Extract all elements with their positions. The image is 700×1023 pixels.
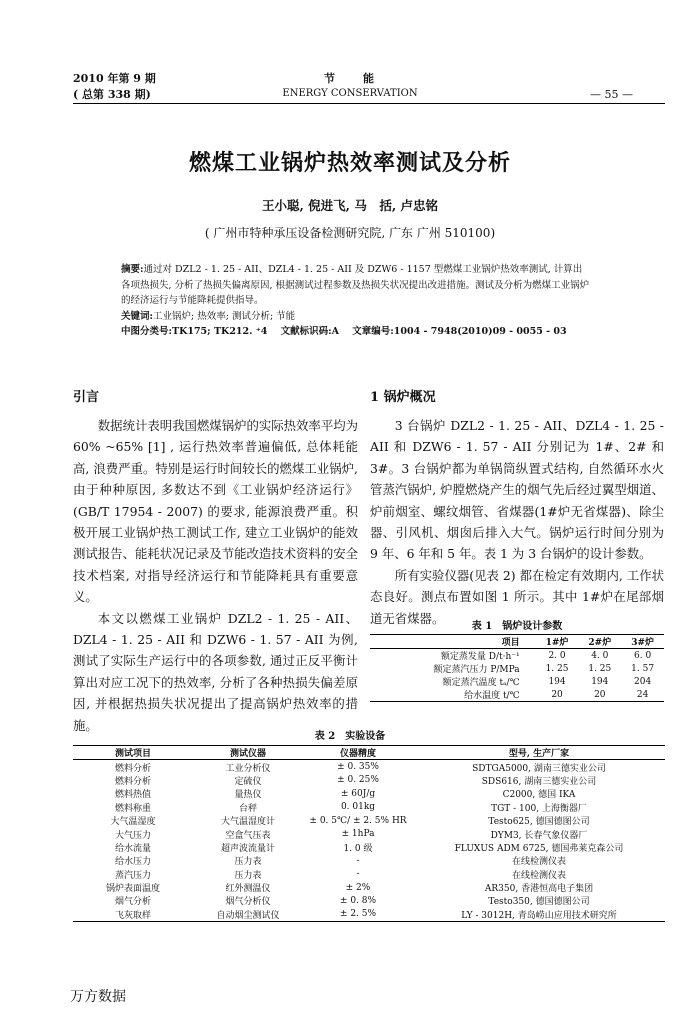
abstract-label: 摘要: [121, 264, 144, 275]
table-cell: 飞灰取样 [114, 910, 151, 921]
table-cell: ± 60J/g [340, 788, 376, 799]
table-cell: 额定蒸发量 D/t·h⁻¹ [440, 652, 520, 662]
table-row [73, 801, 665, 814]
table-cell: ± 1hPa [341, 829, 375, 840]
table-cell: 1. 0 级 [343, 843, 373, 854]
table-row [370, 688, 664, 702]
intro-paragraph-2: 本文以燃煤工业锅炉 DZL2 - 1. 25 - AII、DZL4 - 1. 25 - AII 和 DZW6 - 1. 57 - AII 为例, 测试了实际生产运行中的各项参数, 通过正反平衡计算出对应工况下的热效率, 分析了各种热损失偏差原因, 并根据热损失状况提出了提高锅炉热效率的措施。 [73, 610, 358, 733]
table-cell: Testo625, 德国德图公司 [488, 817, 590, 828]
table-cell: SDS616, 湖南三德实业公司 [481, 776, 597, 787]
intro-heading: 引言 [73, 390, 100, 405]
table2-caption: 表 2 实验设备 [314, 731, 386, 742]
table1-header-row [370, 635, 664, 649]
table-cell: 红外测温仪 [225, 884, 271, 895]
table-cell: 4. 0 [591, 650, 609, 661]
table-row [73, 841, 665, 854]
table-cell: 额定蒸汽压力 P/MPa [433, 665, 520, 675]
table-cell: ± 0. 35% [337, 762, 379, 773]
table-cell: Testo350, 德国德图公司 [488, 897, 590, 908]
table-row [73, 787, 665, 800]
table-cell: 1. 25 [588, 663, 612, 674]
table-cell: 194 [548, 676, 566, 687]
header-rule [73, 103, 665, 104]
table1-caption: 表 1 锅炉设计参数 [471, 621, 563, 632]
table-cell: 超声波流量计 [220, 843, 275, 854]
table-cell: 在线检测仪表 [511, 870, 566, 881]
table-cell: 给水温度 t/℃ [464, 691, 520, 701]
table-cell: 自动烟尘测试仪 [216, 910, 280, 921]
table-cell: C2000, 德国 IKA [502, 790, 576, 801]
table-cell: ± 2. 5% [339, 909, 377, 920]
table-cell: 额定蒸汽温度 tₐ/℃ [442, 678, 520, 688]
table-cell: FLUXUS ADM 6725, 德国弗莱克森公司 [454, 843, 624, 854]
table1-header: 项目 [370, 635, 536, 649]
table-cell: - [356, 869, 360, 880]
keywords-text: 工业锅炉; 热效率; 测试分析; 节能 [153, 310, 296, 322]
abstract-paragraph [121, 262, 591, 309]
table-cell: 20 [551, 689, 563, 700]
keywords-line [121, 309, 591, 325]
paper-title: 燃煤工业锅炉热效率测试及分析 [188, 150, 511, 176]
table-cell: TGT - 100, 上海衡器厂 [491, 803, 587, 814]
classification-line [121, 324, 591, 340]
table-row [73, 774, 665, 787]
table-cell: 1. 57 [631, 663, 655, 674]
abstract-text: 通过对 DZL2 - 1. 25 - AII、DZL4 - 1. 25 - AII 及 DZW6 - 1157 型燃煤工业锅炉热效率测试, 计算出各项热损失, 分析了热损失偏离原因, 根据测试过程参数及热损失状况提出改进措施。测试及分析为燃煤工业锅炉的经济运行与节能降耗提供指导。 [121, 264, 590, 306]
table-cell: 在线检测仪表 [511, 857, 566, 868]
table-row [73, 760, 665, 774]
total-issue-label: ( 总第 338 期) [73, 88, 151, 101]
table-cell: 燃料热值 [114, 790, 151, 801]
right-column [370, 415, 664, 629]
table2-header-row [73, 746, 665, 760]
table-row [73, 827, 665, 840]
table-cell: 台秤 [238, 803, 257, 814]
table-row [370, 675, 664, 688]
clc-label: 中图分类号: [121, 326, 173, 337]
table-cell: 燃料分析 [114, 763, 151, 774]
section1-heading: 1 锅炉概况 [370, 390, 436, 405]
table2-header: 仪器精度 [303, 746, 413, 760]
table-cell: 蒸汽压力 [114, 870, 151, 881]
doc-code-value: A [331, 326, 340, 337]
table-cell: 204 [634, 676, 652, 687]
affiliation: ( 广州市特种承压设备检测研究院, 广东 广州 510100) [204, 226, 496, 240]
table-cell: 大气压力 [114, 830, 151, 841]
table-cell: 194 [591, 676, 609, 687]
article-no-value: 1004 - 7948(2010)09 - 0055 - 03 [393, 326, 567, 337]
table-cell: 大气温湿度计 [220, 817, 275, 828]
page-number: — 55 — [590, 88, 633, 101]
table1-header: 3#炉 [621, 635, 664, 649]
table-cell: 锅炉表面温度 [105, 884, 160, 895]
table1-header: 1#炉 [536, 635, 579, 649]
table-cell: 大气温湿度 [110, 817, 156, 828]
table-cell: SDTGA5000, 湖南三德实业公司 [472, 763, 606, 774]
table-row [73, 881, 665, 894]
table-cell: - [356, 855, 360, 866]
section1-paragraph-2: 所有实验仪器(见表 2) 都在检定有效期内, 工作状态良好。测点布置如图 1 所示。其中 1#炉在尾部烟道无省煤器。 [370, 567, 664, 626]
table2-header: 型号, 生产厂家 [413, 746, 665, 760]
table2-header: 测试仪器 [193, 746, 303, 760]
table-cell: AR350, 香港恒高电子集团 [484, 884, 594, 895]
table-row [73, 854, 665, 867]
table-cell: 烟气分析 [114, 897, 151, 908]
table-cell: 6. 0 [634, 650, 652, 661]
abstract-block [121, 262, 591, 340]
table1-header: 2#炉 [578, 635, 621, 649]
table-row [73, 894, 665, 907]
table-row [73, 868, 665, 881]
table-cell: 0. 01kg [340, 802, 376, 813]
table-cell: ± 2% [345, 882, 371, 893]
doc-code-label: 文献标识码: [280, 326, 332, 337]
intro-paragraph-1: 数据统计表明我国燃煤锅炉的实际热效率平均为 60% ~65% [1] , 运行热效率普遍偏低, 总体耗能高, 浪费严重。特别是运行时间较长的燃煤工业锅炉, 由于种种原因, 多数达不到《工业锅炉经济运行》(GB/T 17954 - 2007) 的要求, 能源浪费严重。积极开展工业锅炉热工测试工作, 建立工业锅炉的能效测试报告、能耗状况记录及节能改造技术资料的安全技术档案, 对指导经济运行和节能降耗具有重要意义。 [73, 418, 358, 605]
table-cell: ± 0. 8% [339, 895, 377, 906]
table-cell: 压力表 [234, 870, 262, 881]
article-no-label: 文章编号: [352, 326, 394, 337]
table-cell: 1. 25 [545, 663, 569, 674]
table2-header: 测试项目 [73, 746, 193, 760]
table-cell: 燃料称重 [114, 803, 151, 814]
table-cell: 工业分析仪 [225, 763, 271, 774]
table-cell: 烟气分析仪 [225, 897, 271, 908]
table-cell: 给水压力 [114, 857, 151, 868]
table-row [73, 908, 665, 922]
section1-paragraph-1: 3 台锅炉 DZL2 - 1. 25 - AII、DZL4 - 1. 25 - AII 和 DZW6 - 1. 57 - AII 分别记为 1#、2# 和 3#。3 台锅炉都为单锅筒纵置式结构, 自然循环水火管蒸汽锅炉, 炉膛燃烧产生的烟气先后经过翼型烟道、炉前烟室、螺纹烟管、省煤器(1#炉无省煤器)、除尘器、引风机、烟囱后排入大气。锅炉运行时间分别为 9 年、6 年和 5 年。表 1 为 3 台锅炉的设计参数。 [370, 418, 664, 562]
issue-label: 2010 年第 9 期 [73, 72, 156, 85]
table2 [73, 745, 665, 922]
left-column [73, 415, 358, 736]
table-cell: ± 0. 25% [337, 775, 379, 786]
table-cell: LY - 3012H, 青岛崂山应用技术研究所 [461, 910, 617, 921]
table-cell: 20 [594, 689, 606, 700]
table-cell: 压力表 [234, 857, 262, 868]
table-row [370, 662, 664, 675]
table-cell: 量热仪 [234, 790, 262, 801]
table-cell: 定硫仪 [234, 776, 262, 787]
table1 [370, 634, 664, 702]
journal-name-cn: 节 能 [324, 72, 376, 85]
authors: 王小聪, 倪进飞, 马 括, 卢忠铭 [261, 198, 439, 213]
table-cell: 24 [636, 689, 649, 700]
table-cell: 空盒气压表 [225, 830, 271, 841]
table-cell: 燃料分析 [114, 776, 151, 787]
clc-value: TK175; TK212. ⁺4 [172, 326, 268, 337]
table-row [370, 649, 664, 663]
table-cell: 给水流量 [114, 843, 151, 854]
table-row [73, 814, 665, 827]
keywords-label: 关键词: [121, 310, 154, 322]
table-cell: ± 0. 5℃/ ± 2. 5% HR [309, 815, 407, 826]
journal-name-en: ENERGY CONSERVATION [282, 88, 418, 99]
table-cell: DYM3, 长春气象仪器厂 [490, 830, 588, 841]
source-watermark: 万方数据 [70, 989, 126, 1005]
table-cell: 2. 0 [548, 650, 566, 661]
